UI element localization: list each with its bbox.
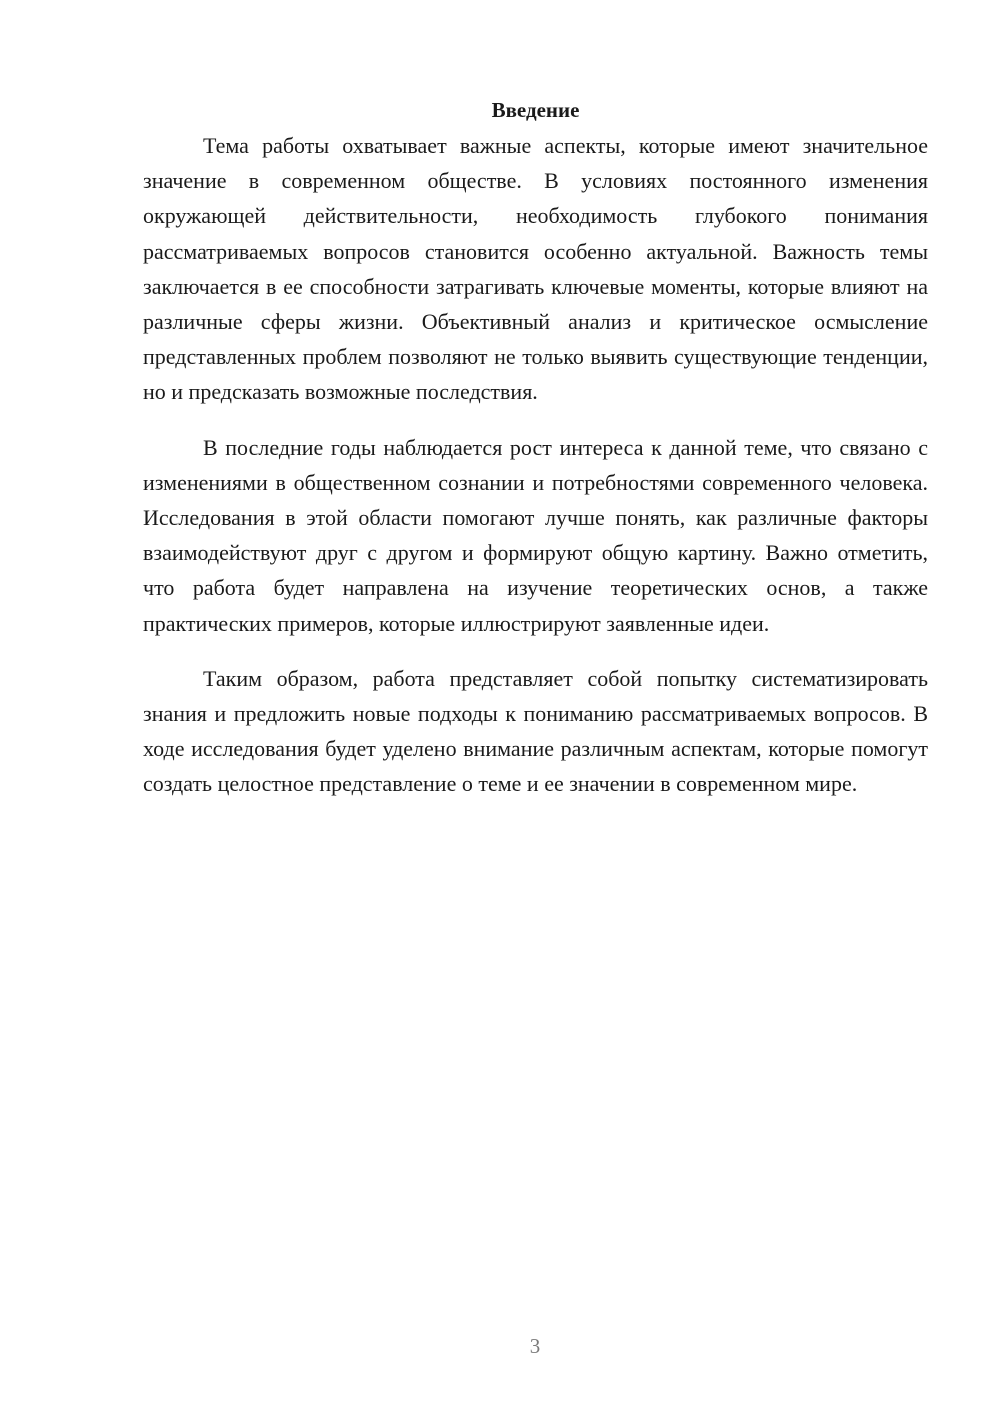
page-number: 3 — [529, 1334, 541, 1358]
paragraph-3: Таким образом, работа представляет собой попытку систематизировать знания и предложить новые подходы к пониманию рассматриваемых вопросов. В ходе исследования будет уделено внимание различным аспектам, которые помогут создать целостное представление о теме и ее значении в современном мире. — [143, 665, 928, 797]
page-content — [143, 93, 928, 822]
section-heading: Введение — [491, 98, 580, 122]
paragraph-1: Тема работы охватывает важные аспекты, которые имеют значительное значение в современном обществе. В условиях постоянного изменения окружающей действительности, необходимость глубокого понимания рассматриваемых вопросов становится особенно актуальной. Важность темы заключается в ее способности затрагивать ключевые моменты, которые влияют на различные сферы жизни. Объективный анализ и критическое осмысление представленных проблем позволяют не только выявить существующие тенденции, но и предсказать возможные последствия. — [143, 133, 928, 405]
paragraph-2: В последние годы наблюдается рост интереса к данной теме, что связано с изменениями в общественном сознании и потребностями современного человека. Исследования в этой области помогают лучше понять, как различные факторы взаимодействуют друг с другом и формируют общую картину. Важно отметить, что работа будет направлена на изучение теоретических основ, а также практических примеров, которые иллюстрируют заявленные идеи. — [143, 434, 928, 636]
